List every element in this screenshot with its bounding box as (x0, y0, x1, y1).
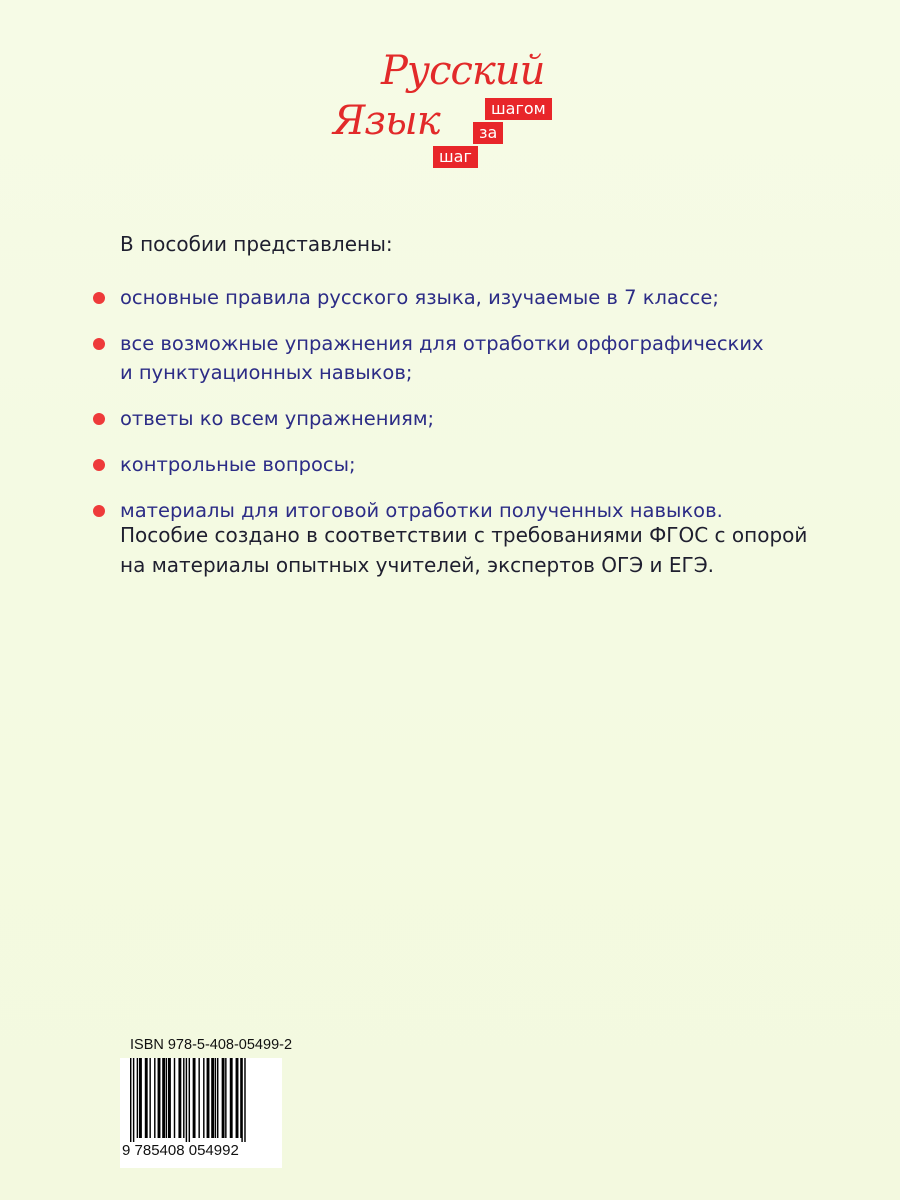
barcode-bar (166, 1058, 167, 1138)
barcode-bar (236, 1058, 239, 1138)
barcode-bar (230, 1058, 233, 1138)
barcode-bar (158, 1058, 161, 1138)
list-item (0, 450, 900, 479)
barcode-bar (168, 1058, 171, 1138)
barcode-bar (203, 1058, 204, 1138)
barcode-bar (133, 1058, 134, 1142)
barcode-bar (162, 1058, 165, 1138)
barcode-bar (186, 1058, 187, 1142)
bullet-dot-icon (93, 292, 105, 304)
barcode-bar (145, 1058, 148, 1138)
barcode-bar (149, 1058, 150, 1138)
list-item-text: все возможные упражнения для отработки орфографических (120, 332, 764, 355)
bullet-dot-icon (93, 338, 105, 350)
list-item (0, 404, 900, 433)
bullet-dot-icon (93, 413, 105, 425)
list-item-text: материалы для итоговой отработки полученных навыков. (120, 499, 723, 522)
barcode-bars (126, 1058, 276, 1142)
barcode (120, 1058, 282, 1168)
bullet-dot-icon (93, 505, 105, 517)
standards-note (120, 520, 807, 580)
list-item-text: ответы ко всем упражнениям; (120, 407, 435, 430)
list-item-text-continued: и пунктуационных навыков; (120, 361, 413, 384)
features-list (0, 283, 900, 542)
barcode-bar (154, 1058, 155, 1138)
logo-tag-shag: шаг (433, 146, 478, 168)
bullet-dot-icon (93, 459, 105, 471)
barcode-bar (207, 1058, 210, 1138)
barcode-bar (217, 1058, 218, 1138)
standards-note-line-2: на материалы опытных учителей, экспертов ОГЭ и ЕГЭ. (120, 553, 715, 577)
barcode-bar (130, 1058, 131, 1142)
list-item-text: контрольные вопросы; (120, 453, 356, 476)
barcode-bar (139, 1058, 142, 1138)
list-item-text: основные правила русского языка, изучаемые в 7 классе; (120, 286, 719, 309)
barcode-bar (178, 1058, 181, 1138)
standards-note-line-1: Пособие создано в соответствии с требованиями ФГОС с опорой (120, 523, 808, 547)
barcode-bar (211, 1058, 214, 1138)
barcode-bar (222, 1058, 225, 1138)
logo-word-russkiy: Русский (381, 48, 545, 94)
barcode-bar (244, 1058, 245, 1142)
barcode-bar (183, 1058, 184, 1138)
barcode-bar (193, 1058, 196, 1138)
barcode-bar (174, 1058, 175, 1138)
barcode-bar (241, 1058, 242, 1142)
isbn-label: ISBN 978-5-408-05499-2 (130, 1037, 293, 1053)
barcode-bar (215, 1058, 216, 1138)
barcode-bar (225, 1058, 226, 1138)
barcode-bar (189, 1058, 190, 1142)
barcode-digits: 9 785408 054992 (122, 1142, 239, 1159)
logo-word-yazyk: Язык (333, 98, 440, 144)
logo-tag-shagom: шагом (485, 98, 552, 120)
barcode-bar (198, 1058, 199, 1138)
intro-heading: В пособии представлены: (120, 232, 393, 256)
barcode-bar (137, 1058, 138, 1138)
list-item (0, 283, 900, 312)
logo-tag-za: за (473, 122, 503, 144)
series-logo (325, 40, 565, 170)
list-item (0, 329, 900, 387)
